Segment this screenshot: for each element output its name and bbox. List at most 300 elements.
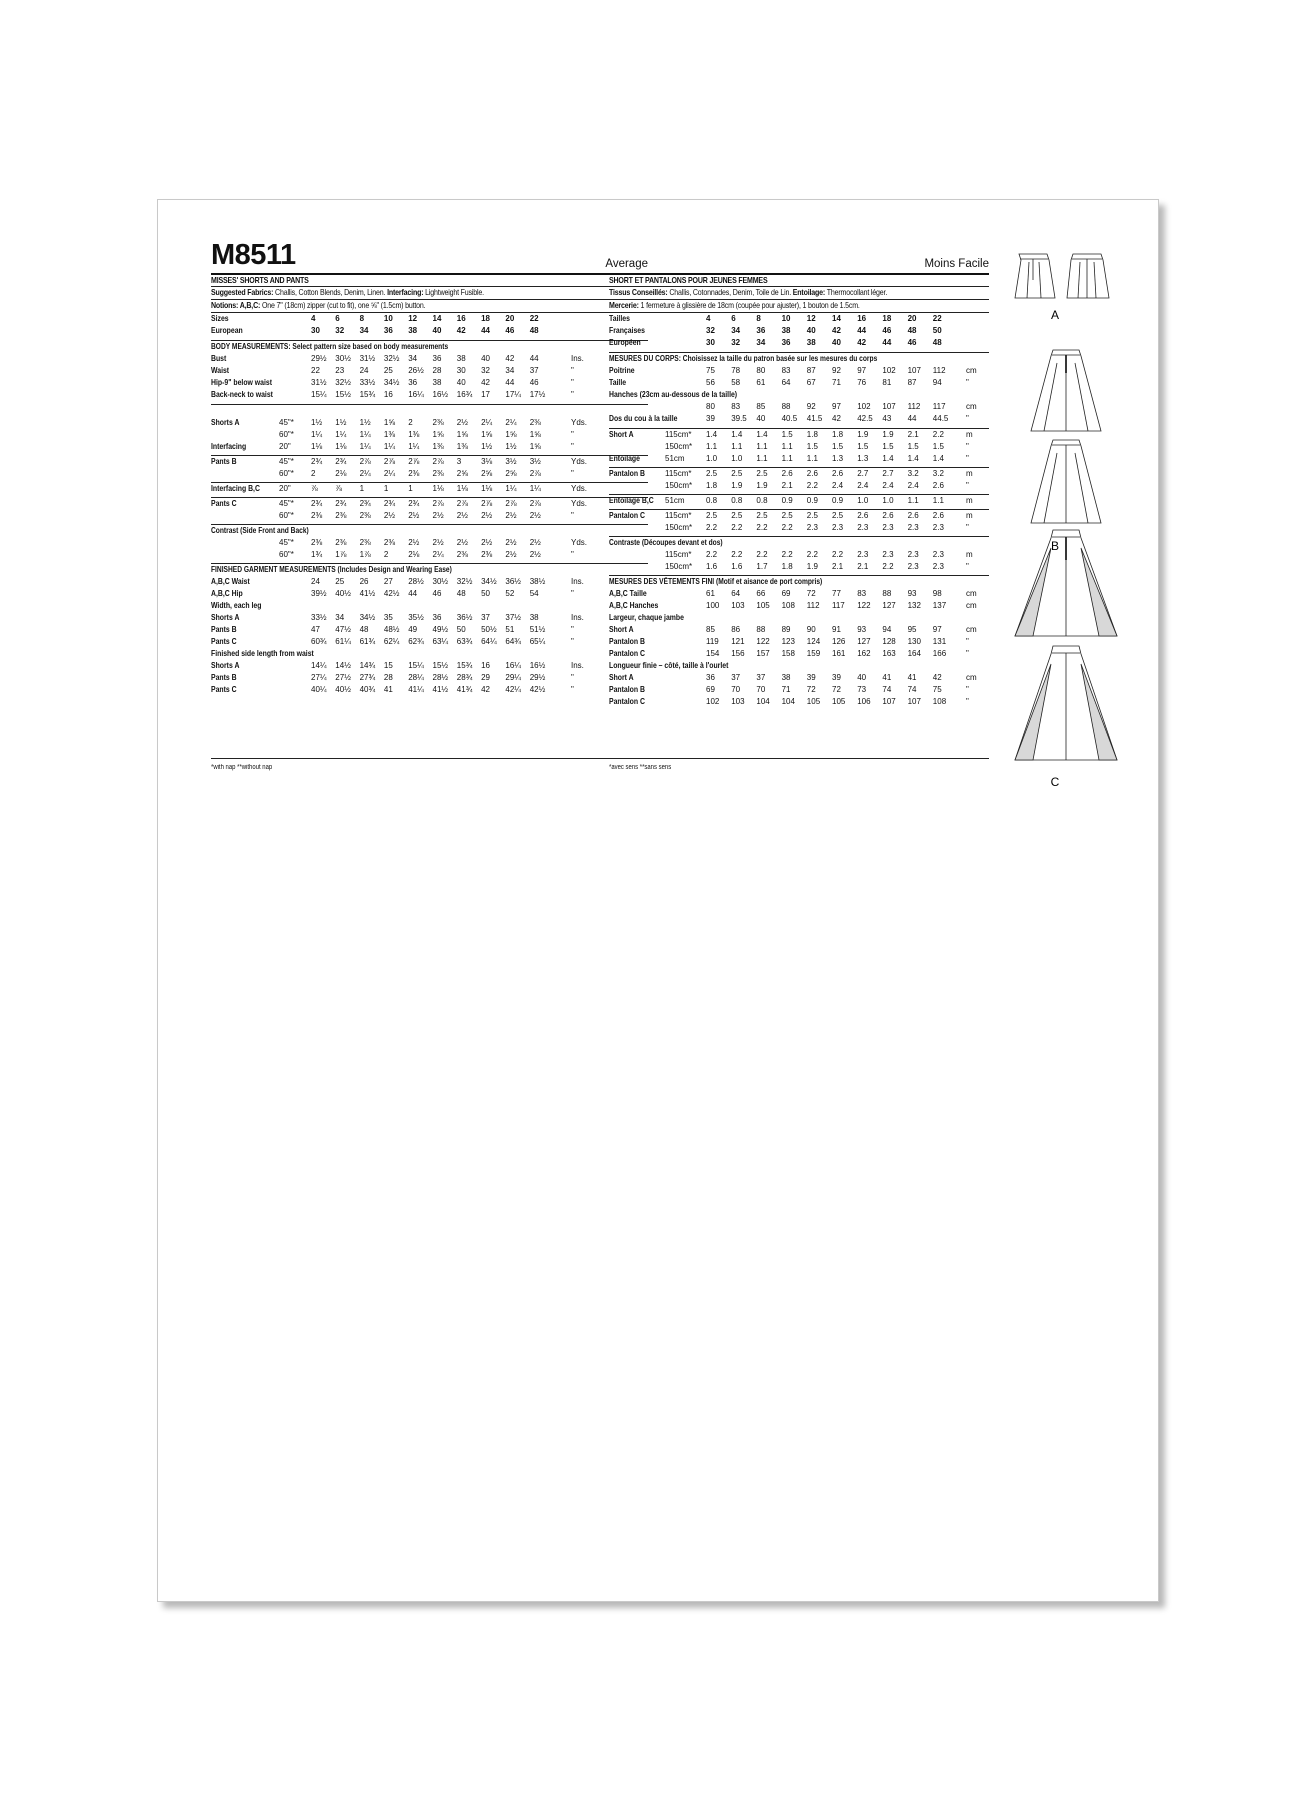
unit: m bbox=[966, 469, 973, 478]
size-value: 14¾ bbox=[359, 661, 376, 670]
body-measurement-row bbox=[609, 389, 989, 401]
size-value: 2⅝ bbox=[456, 469, 468, 478]
finished-measurement-row bbox=[211, 660, 648, 672]
size-value: 1⅜ bbox=[432, 442, 444, 451]
size-value: 51½ bbox=[529, 625, 546, 634]
size-value: 2½ bbox=[456, 538, 468, 547]
body-measurement-row bbox=[609, 365, 989, 377]
size-value: 2½ bbox=[505, 550, 517, 559]
size-value: 71 bbox=[832, 378, 841, 387]
size-value: 2½ bbox=[505, 511, 517, 520]
size-value: 1⅜ bbox=[456, 442, 468, 451]
size-value: 2.5 bbox=[756, 469, 768, 478]
size-value: 38 bbox=[456, 354, 466, 363]
size-value: 90 bbox=[806, 625, 816, 634]
size-value: 15½ bbox=[335, 390, 351, 399]
size-value: 33½ bbox=[359, 378, 376, 387]
size-value: 2.6 bbox=[806, 469, 818, 478]
size-value: 28¾ bbox=[456, 673, 473, 682]
size-value: 1.1 bbox=[731, 442, 743, 451]
fabric-width: 115cm* bbox=[665, 430, 692, 439]
size-value: 78 bbox=[731, 366, 741, 375]
fabric-width: 115cm* bbox=[665, 469, 692, 478]
size-value: 0.9 bbox=[832, 496, 844, 505]
size-value: 85 bbox=[756, 402, 766, 411]
row-label: Entoilage bbox=[609, 454, 640, 463]
unit: " bbox=[571, 625, 574, 634]
size-value: 123 bbox=[781, 637, 795, 646]
size-value: 1.1 bbox=[781, 454, 793, 463]
size-value: 24 bbox=[359, 366, 369, 375]
size-value: 42¼ bbox=[505, 685, 521, 694]
size-value: 17¼ bbox=[505, 390, 521, 399]
size-value: 107 bbox=[882, 697, 896, 706]
size-value: 1.0 bbox=[882, 496, 894, 505]
size-value: 2.3 bbox=[857, 550, 869, 559]
pants-c-front-illustration bbox=[1015, 530, 1117, 636]
size-value: 15¾ bbox=[359, 390, 376, 399]
size-value: 40¼ bbox=[311, 685, 327, 694]
size-value: 89 bbox=[781, 625, 791, 634]
size-value: 128 bbox=[882, 637, 896, 646]
size-value: 158 bbox=[781, 649, 795, 658]
row-label: Pantalon B bbox=[609, 637, 645, 646]
size-value: 2⅜ bbox=[383, 538, 396, 547]
size-value: 107 bbox=[882, 402, 896, 411]
size-value: 2.3 bbox=[806, 523, 818, 532]
size-value: 38 bbox=[781, 326, 791, 335]
fabric-width: 60"* bbox=[279, 550, 294, 559]
row-label: Short A bbox=[609, 430, 634, 439]
size-value: 2.1 bbox=[857, 562, 869, 571]
fabric-width: 45"* bbox=[279, 457, 294, 466]
size-value: 163 bbox=[882, 649, 896, 658]
fabric-width: 150cm* bbox=[665, 442, 693, 451]
size-value: 0.8 bbox=[731, 496, 743, 505]
size-value: 52 bbox=[505, 589, 515, 598]
size-value: 16¾ bbox=[456, 390, 473, 399]
yardage-row bbox=[211, 483, 648, 495]
size-value: 102 bbox=[706, 697, 720, 706]
size-value: 104 bbox=[781, 697, 795, 706]
size-value: 66 bbox=[756, 589, 766, 598]
size-value: 1¼ bbox=[505, 484, 517, 493]
size-value: 1⅝ bbox=[456, 430, 468, 439]
size-value: 8 bbox=[756, 314, 761, 323]
size-value: 2.1 bbox=[781, 481, 793, 490]
size-value: 98 bbox=[932, 589, 942, 598]
size-value: 37 bbox=[481, 613, 490, 622]
size-value: 33½ bbox=[311, 613, 327, 622]
finished-measurement-row bbox=[211, 648, 648, 660]
size-value: 56 bbox=[706, 378, 715, 387]
size-value: 1.5 bbox=[907, 442, 919, 451]
size-value: 6 bbox=[731, 314, 736, 323]
finished-measurement-row bbox=[211, 636, 648, 648]
size-value: 83 bbox=[731, 402, 741, 411]
unit: " bbox=[571, 378, 574, 387]
fabric-width: 60"* bbox=[279, 511, 294, 520]
row-label: Françaises bbox=[609, 326, 645, 335]
size-value: 119 bbox=[706, 637, 719, 646]
size-value: 83 bbox=[857, 589, 867, 598]
size-value: 60¾ bbox=[311, 637, 327, 646]
size-value: 27½ bbox=[335, 673, 351, 682]
size-value: 42 bbox=[857, 338, 867, 347]
yardage-row bbox=[211, 417, 648, 429]
unit: " bbox=[571, 511, 574, 520]
size-value: 42 bbox=[481, 685, 490, 694]
size-value: 37 bbox=[529, 366, 539, 375]
unit: m bbox=[966, 496, 973, 505]
size-value: 31½ bbox=[359, 354, 376, 363]
size-value: 34 bbox=[408, 354, 418, 363]
size-value: 81 bbox=[882, 378, 892, 387]
size-value: 1.6 bbox=[706, 562, 718, 571]
notions: Mercerie: 1 fermeture à glissière de 18cm (coupée pour ajuster), 1 bouton de 1.5cm. bbox=[609, 301, 860, 310]
size-value: 12 bbox=[806, 314, 816, 323]
unit: " bbox=[571, 442, 574, 451]
size-value: 103 bbox=[731, 697, 745, 706]
view-b-label: B bbox=[1050, 539, 1060, 553]
size-value: 88 bbox=[882, 589, 892, 598]
size-value: 10 bbox=[781, 314, 791, 323]
size-value: 164 bbox=[907, 649, 921, 658]
size-row bbox=[211, 325, 648, 337]
finished-measurement-row bbox=[211, 600, 648, 612]
size-value: 40 bbox=[456, 378, 466, 387]
row-label: Interfacing bbox=[211, 442, 247, 451]
size-value: 1.1 bbox=[781, 442, 793, 451]
size-value: 2½ bbox=[529, 550, 541, 559]
size-value: 72 bbox=[806, 685, 816, 694]
size-value: 32½ bbox=[335, 378, 351, 387]
size-value: 27¾ bbox=[359, 673, 376, 682]
size-value: 2½ bbox=[408, 511, 420, 520]
size-value: 0.8 bbox=[756, 496, 768, 505]
body-measurement-row bbox=[609, 413, 989, 425]
size-value: 42 bbox=[456, 326, 466, 335]
finished-measurement-row bbox=[609, 636, 989, 648]
fabric-width: 150cm* bbox=[665, 562, 693, 571]
size-value: 2.2 bbox=[781, 523, 793, 532]
size-value: 23 bbox=[335, 366, 345, 375]
size-value: 36 bbox=[383, 326, 393, 335]
size-value: 1.9 bbox=[756, 481, 768, 490]
row-label: Pantalon C bbox=[609, 511, 645, 520]
size-value: 62¾ bbox=[408, 637, 424, 646]
size-row bbox=[609, 325, 989, 337]
size-value: 1¼ bbox=[359, 430, 371, 439]
body-measurement-row bbox=[211, 365, 648, 377]
size-value: 2 bbox=[311, 469, 316, 478]
size-value: 40 bbox=[481, 354, 490, 363]
footnote: *avec sens **sans sens bbox=[609, 764, 672, 771]
size-value: 16 bbox=[481, 661, 490, 670]
size-value: 130 bbox=[907, 637, 921, 646]
size-value: 2½ bbox=[505, 538, 517, 547]
size-value: 117 bbox=[832, 601, 845, 610]
size-value: 41 bbox=[907, 673, 917, 682]
size-value: 2⅞ bbox=[529, 469, 541, 478]
size-value: 36 bbox=[756, 326, 766, 335]
size-value: 49½ bbox=[432, 625, 449, 634]
fabric-width: 45"* bbox=[279, 538, 294, 547]
fabric-width: 45"* bbox=[279, 418, 294, 427]
size-value: 1⅛ bbox=[432, 484, 444, 493]
size-value: 2.2 bbox=[781, 550, 793, 559]
unit: m bbox=[966, 511, 973, 520]
finished-measurement-row bbox=[211, 684, 648, 696]
size-value: 2.2 bbox=[706, 523, 718, 532]
size-value: 1¼ bbox=[335, 430, 347, 439]
size-value: 1⅝ bbox=[505, 430, 517, 439]
size-value: 36½ bbox=[456, 613, 473, 622]
size-value: 2.3 bbox=[832, 523, 844, 532]
size-value: 2⅜ bbox=[481, 550, 493, 559]
size-value: 70 bbox=[731, 685, 741, 694]
size-value: 102 bbox=[857, 402, 871, 411]
row-label: Bust bbox=[211, 354, 227, 363]
row-label: A,B,C Taille bbox=[609, 589, 647, 598]
size-value: 42½ bbox=[529, 685, 546, 694]
size-value: 16¼ bbox=[408, 390, 424, 399]
size-value: 47 bbox=[311, 625, 320, 634]
size-value: 16¼ bbox=[505, 661, 521, 670]
pattern-title: MISSES' SHORTS AND PANTS bbox=[211, 276, 309, 285]
size-value: 2.5 bbox=[832, 511, 844, 520]
size-value: 14 bbox=[432, 314, 442, 323]
yardage-row bbox=[609, 522, 989, 534]
size-value: 1.3 bbox=[857, 454, 869, 463]
body-measurement-row bbox=[609, 377, 989, 389]
yardage-row bbox=[609, 468, 989, 480]
size-value: 22 bbox=[932, 314, 942, 323]
unit: " bbox=[571, 685, 574, 694]
yardage-row bbox=[211, 468, 648, 480]
size-value: 1.1 bbox=[907, 496, 919, 505]
yardage-row bbox=[211, 429, 648, 441]
size-value: 24 bbox=[311, 577, 320, 586]
size-value: 1.7 bbox=[756, 562, 768, 571]
size-value: 36 bbox=[432, 354, 442, 363]
size-value: 1.5 bbox=[932, 442, 944, 451]
size-value: 38 bbox=[781, 673, 791, 682]
row-label: Longueur finie – côté, taille à l'ourlet bbox=[609, 661, 729, 670]
size-value: 28½ bbox=[432, 673, 449, 682]
size-value: 70 bbox=[756, 685, 766, 694]
size-value: 48 bbox=[529, 326, 539, 335]
size-value: 46 bbox=[907, 338, 917, 347]
size-value: 64 bbox=[781, 378, 791, 387]
size-value: 2.4 bbox=[857, 481, 869, 490]
size-value: 29¼ bbox=[505, 673, 521, 682]
size-value: 87 bbox=[806, 366, 816, 375]
size-value: 10 bbox=[383, 314, 393, 323]
unit: " bbox=[966, 649, 969, 658]
size-value: 2⅜ bbox=[335, 538, 347, 547]
size-value: 2.5 bbox=[781, 511, 793, 520]
size-value: 42 bbox=[932, 673, 942, 682]
horizontal-rule bbox=[211, 404, 648, 405]
size-value: 3.2 bbox=[932, 469, 944, 478]
size-value: 102 bbox=[882, 366, 896, 375]
size-value: 2⅝ bbox=[505, 469, 517, 478]
size-value: 38 bbox=[432, 378, 442, 387]
size-value: 25 bbox=[383, 366, 393, 375]
size-value: 1⅝ bbox=[529, 430, 541, 439]
horizontal-rule bbox=[609, 758, 989, 759]
size-value: 126 bbox=[832, 637, 846, 646]
pattern-envelope-back bbox=[157, 199, 1159, 1602]
size-value: 4 bbox=[706, 314, 711, 323]
size-value: 27 bbox=[383, 577, 393, 586]
fabric-width: 51cm bbox=[665, 496, 685, 505]
size-value: 1.8 bbox=[806, 430, 818, 439]
size-value: 44.5 bbox=[932, 414, 949, 423]
row-label: Sizes bbox=[211, 314, 229, 323]
row-label: Pants C bbox=[211, 685, 237, 694]
size-value: 15 bbox=[383, 661, 393, 670]
size-value: 16 bbox=[456, 314, 466, 323]
row-label: Hip-9" below waist bbox=[211, 378, 272, 387]
size-value: 1.4 bbox=[907, 454, 919, 463]
size-value: 2.4 bbox=[907, 481, 919, 490]
size-value: 32 bbox=[731, 338, 741, 347]
finished-measurement-row bbox=[211, 612, 648, 624]
size-value: 30 bbox=[456, 366, 466, 375]
size-value: 71 bbox=[781, 685, 791, 694]
size-value: 36½ bbox=[505, 577, 521, 586]
size-value: 26½ bbox=[408, 366, 424, 375]
unit: " bbox=[571, 589, 574, 598]
size-value: 91 bbox=[832, 625, 841, 634]
size-value: 85 bbox=[706, 625, 715, 634]
size-value: 1⅛ bbox=[335, 442, 347, 451]
size-value: 34 bbox=[756, 338, 766, 347]
size-value: 2¼ bbox=[505, 418, 517, 427]
unit: cm bbox=[966, 625, 977, 634]
size-value: 36 bbox=[781, 338, 791, 347]
unit: " bbox=[966, 454, 969, 463]
row-label: Shorts A bbox=[211, 418, 240, 427]
row-label: Interfacing B,C bbox=[211, 484, 260, 493]
size-value: 2⅜ bbox=[408, 469, 420, 478]
size-value: 93 bbox=[907, 589, 917, 598]
size-value: 65¼ bbox=[529, 637, 546, 646]
size-value: 41.5 bbox=[806, 414, 823, 423]
size-value: 41 bbox=[383, 685, 393, 694]
size-value: 40 bbox=[756, 414, 766, 423]
row-label: Waist bbox=[211, 366, 230, 375]
size-value: 2¼ bbox=[432, 550, 444, 559]
row-label: Pants C bbox=[211, 499, 237, 508]
unit: m bbox=[966, 430, 973, 439]
size-value: 92 bbox=[806, 402, 816, 411]
size-value: 25 bbox=[335, 577, 345, 586]
size-value: 40¾ bbox=[359, 685, 376, 694]
size-value: 15¼ bbox=[311, 390, 327, 399]
size-value: 38 bbox=[806, 338, 816, 347]
size-value: 29½ bbox=[529, 673, 546, 682]
size-value: 40 bbox=[432, 326, 442, 335]
finished-measurement-row bbox=[609, 684, 989, 696]
size-value: 105 bbox=[756, 601, 770, 610]
size-value: 46 bbox=[432, 589, 442, 598]
size-value: 2.6 bbox=[857, 511, 869, 520]
pants-b-front-illustration bbox=[1031, 350, 1101, 431]
size-value: 2⅛ bbox=[335, 469, 347, 478]
size-value: 1.0 bbox=[857, 496, 869, 505]
size-value: 2¼ bbox=[359, 469, 371, 478]
finished-measurement-row bbox=[609, 672, 989, 684]
size-value: 2⅜ bbox=[311, 538, 323, 547]
fabric-width: 150cm* bbox=[665, 523, 693, 532]
size-value: 124 bbox=[806, 637, 821, 646]
size-value: 3⅛ bbox=[481, 457, 493, 466]
size-value: 2.6 bbox=[832, 469, 844, 478]
size-value: 1.5 bbox=[882, 442, 894, 451]
size-value: 44 bbox=[481, 326, 490, 335]
size-value: 1.5 bbox=[832, 442, 844, 451]
size-value: 94 bbox=[882, 625, 892, 634]
size-value: 32½ bbox=[383, 354, 400, 363]
size-value: 2.2 bbox=[731, 523, 743, 532]
size-value: 72 bbox=[806, 589, 816, 598]
size-value: 1.4 bbox=[706, 430, 718, 439]
finished-measurement-row bbox=[609, 600, 989, 612]
size-row bbox=[609, 337, 989, 349]
finished-measurements-heading: FINISHED GARMENT MEASUREMENTS (Includes Design and Wearing Ease) bbox=[211, 565, 452, 574]
size-value: 1.8 bbox=[832, 430, 844, 439]
unit: " bbox=[966, 481, 969, 490]
unit: " bbox=[966, 378, 969, 387]
size-value: 154 bbox=[706, 649, 720, 658]
finished-measurement-row bbox=[609, 612, 989, 624]
size-value: 73 bbox=[857, 685, 867, 694]
unit: " bbox=[571, 469, 574, 478]
size-value: 1¼ bbox=[311, 430, 323, 439]
yardage-row bbox=[609, 441, 989, 453]
size-value: 2⅜ bbox=[311, 511, 323, 520]
size-value: 46 bbox=[882, 326, 892, 335]
size-value: 117 bbox=[932, 402, 946, 411]
size-value: 35 bbox=[383, 613, 393, 622]
fabric-width: 20" bbox=[279, 484, 291, 493]
size-value: 2⅞ bbox=[383, 457, 396, 466]
size-value: 49 bbox=[408, 625, 418, 634]
row-label: Dos du cou à la taille bbox=[609, 414, 678, 423]
size-value: 122 bbox=[756, 637, 770, 646]
row-label: Européen bbox=[609, 338, 641, 347]
unit: Yds. bbox=[571, 418, 588, 427]
row-label: Finished side length from waist bbox=[211, 649, 314, 658]
size-value: 112 bbox=[907, 402, 921, 411]
size-value: 38 bbox=[408, 326, 418, 335]
size-value: 2¼ bbox=[481, 418, 493, 427]
unit: Yds. bbox=[571, 484, 588, 493]
size-value: 44 bbox=[857, 326, 867, 335]
size-value: 3.2 bbox=[907, 469, 919, 478]
size-value: 34 bbox=[335, 613, 345, 622]
row-label: A,B,C Waist bbox=[211, 577, 250, 586]
size-value: 40.5 bbox=[781, 414, 798, 423]
size-value: 34 bbox=[731, 326, 741, 335]
suggested-fabrics: Tissus Conseillés: Challis, Cotonnades, Denim, Toile de Lin. Entoilage: Thermocollant léger. bbox=[609, 288, 888, 297]
body-measurement-row bbox=[211, 377, 648, 389]
body-measurement-row bbox=[211, 353, 648, 365]
pattern-number: M8511 bbox=[211, 239, 296, 271]
